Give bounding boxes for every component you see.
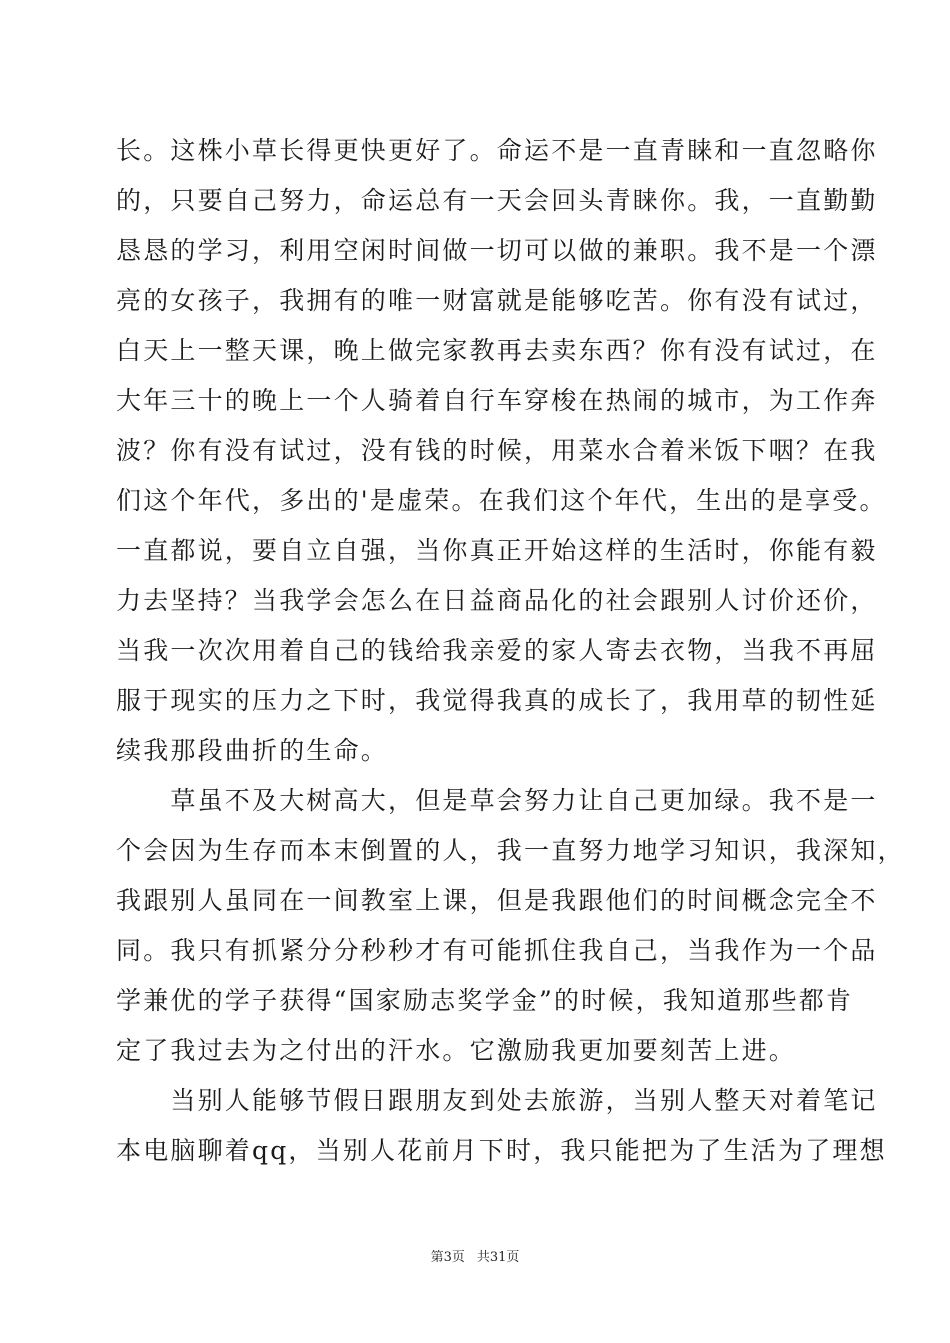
text-line: 服于现实的压力之下时，我觉得我真的成长了，我用草的韧性延 (116, 686, 878, 715)
text-line: 本电脑聊着qq，当别人花前月下时，我只能把为了生活为了理想 (116, 1136, 887, 1165)
text-line: 恳恳的学习，利用空闲时间做一切可以做的兼职。我不是一个漂 (116, 236, 878, 265)
text-line: 白天上一整天课，晚上做完家教再去卖东西？你有没有试过，在 (116, 336, 878, 365)
text-line: 大年三十的晚上一个人骑着自行车穿梭在热闹的城市，为工作奔 (116, 386, 878, 415)
text-line: 一直都说，要自立自强，当你真正开始这样的生活时，你能有毅 (116, 536, 878, 565)
page-footer (0, 1246, 950, 1265)
page-number: 第3页 (430, 1250, 465, 1265)
text-line: 的，只要自己努力，命运总有一天会回头青睐你。我，一直勤勤 (116, 186, 878, 215)
text-line: 们这个年代，多出的'是虚荣。在我们这个年代，生出的是享受。 (116, 486, 887, 515)
text-line: 同。我只有抓紧分分秒秒才有可能抓住我自己，当我作为一个品 (116, 936, 878, 965)
text-line: 个会因为生存而本末倒置的人，我一直努力地学习知识，我深知， (116, 836, 905, 865)
body-text (116, 126, 905, 1176)
text-line: 定了我过去为之付出的汗水。它激励我更加要刻苦上进。 (116, 1036, 797, 1065)
total-pages: 共31页 (476, 1250, 520, 1265)
text-line: 亮的女孩子，我拥有的唯一财富就是能够吃苦。你有没有试过， (116, 286, 878, 315)
text-line: 长。这株小草长得更快更好了。命运不是一直青睐和一直忽略你 (116, 136, 878, 165)
text-line: 波？你有没有试过，没有钱的时候，用菜水合着米饭下咽？在我 (116, 436, 878, 465)
text-line: 我跟别人虽同在一间教室上课，但是我跟他们的时间概念完全不 (116, 886, 878, 915)
text-line: 当我一次次用着自己的钱给我亲爱的家人寄去衣物，当我不再屈 (116, 636, 878, 665)
text-line: 当别人能够节假日跟朋友到处去旅游，当别人整天对着笔记 (116, 1086, 878, 1115)
text-line: 力去坚持？当我学会怎么在日益商品化的社会跟别人讨价还价， (116, 586, 878, 615)
text-line: 草虽不及大树高大，但是草会努力让自己更加绿。我不是一 (116, 786, 878, 815)
text-line: 续我那段曲折的生命。 (116, 736, 389, 765)
text-line: 学兼优的学子获得“国家励志奖学金”的时候，我知道那些都肯 (116, 986, 854, 1015)
